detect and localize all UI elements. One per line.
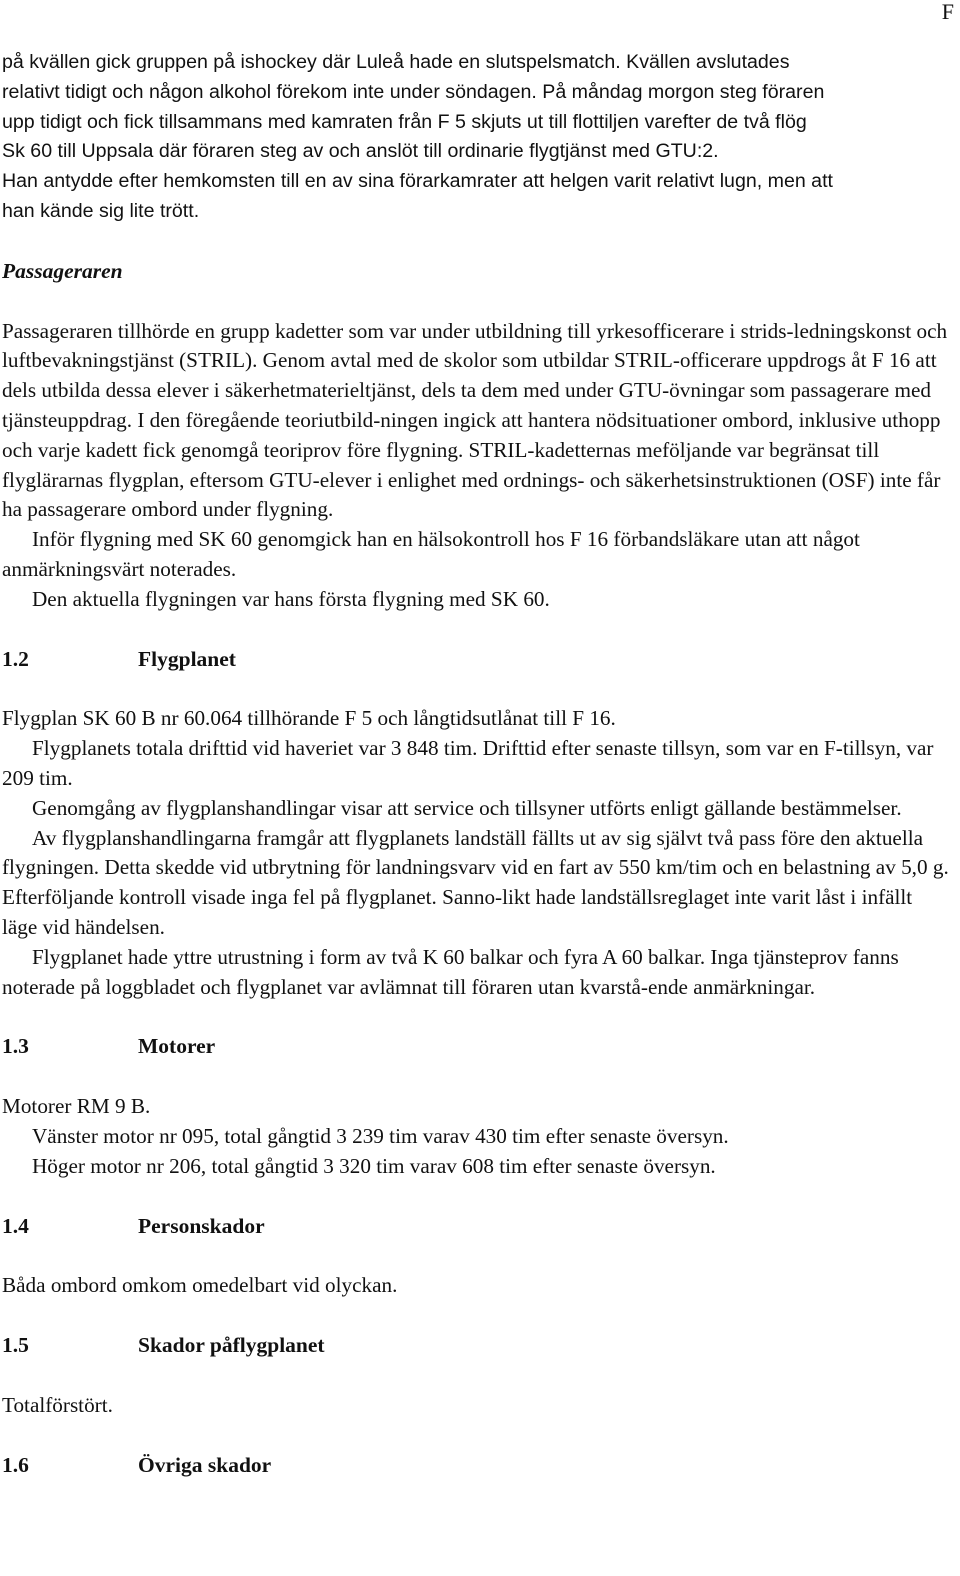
engines-paragraph: Motorer RM 9 B.: [2, 1094, 151, 1119]
section-number: 1.2: [2, 646, 29, 671]
passenger-heading: Passageraren: [2, 258, 123, 283]
aircraft-paragraph: Flygplanets totala drifttid vid haveriet var 3 848 tim. Drifttid efter senaste tillsyn, som var en F-tillsyn, var 209 tim.: [2, 736, 934, 790]
section-title: Flygplanet: [138, 646, 236, 671]
aircraft-paragraph: Flygplan SK 60 B nr 60.064 tillhörande F 5 och långtidsutlånat till F 16.: [2, 706, 616, 731]
intro-line: relativt tidigt och någon alkohol förekom inte under söndagen. På måndag morgon steg föraren: [2, 80, 825, 103]
aircraft-paragraph: Genomgång av flygplanshandlingar visar att service och tillsyner utförts enligt gällande bestämmelser.: [32, 795, 902, 820]
engines-paragraph: Vänster motor nr 095, total gångtid 3 239 tim varav 430 tim efter senaste översyn.: [32, 1123, 729, 1148]
section-title: Motorer: [138, 1034, 216, 1059]
passenger-paragraph-1: Passageraren tillhörde en grupp kadetter som var under utbildning till yrkesofficerare i strids-ledningskonst och luftbevakningstjänst (STRIL). Genom avtal med de skolor som utbildar STRIL-officerare uppdrogs åt F 16 att dels utbilda dessa elever i säkerhetmaterieltjänst, dels ta dem med under GTU-övningar som passagerare med tjänsteuppdrag. I den föregående teoriutbild-ningen ingick att hantera nödsituationer ombord, inklusive uthopp och varje kadett fick genomgå teoriprov före flygning. STRIL-kadetternas meföljande var begränsat till flyglärarnas flygplan, eftersom GTU-elever i enlighet med ordnings- och säkerhetsinstruktionen (OSF) inte får ha passagerare ombord under flygning.: [2, 318, 948, 522]
section-heading-other-damage: [2, 1451, 952, 1481]
intro-paragraph: [2, 48, 952, 227]
section-number: 1.4: [2, 1213, 29, 1238]
section-title: Övriga skador: [138, 1452, 272, 1477]
aircraft-paragraph: Flygplanet hade yttre utrustning i form av två K 60 balkar och fyra A 60 balkar. Inga tjänsteprov fanns noterade på loggbladet och flygplanet var avlämnat till föraren utan kvarstå-ende anmärkningar.: [2, 944, 899, 999]
intro-line: han kände sig lite trött.: [2, 199, 200, 222]
engines-paragraph: Höger motor nr 206, total gångtid 3 320 tim varav 608 tim efter senaste översyn.: [32, 1153, 716, 1178]
passenger-paragraph-3: Den aktuella flygningen var hans första flygning med SK 60.: [32, 586, 550, 611]
intro-line: Sk 60 till Uppsala där föraren steg av och anslöt till ordinarie flygtjänst med GTU:2.: [2, 140, 719, 163]
section-title: Skador påflygplanet: [138, 1333, 325, 1358]
section-title: Personskador: [138, 1213, 265, 1238]
section-number: 1.3: [2, 1034, 29, 1059]
section-heading-engines: [2, 1032, 952, 1062]
section-heading-personal-injuries: [2, 1212, 952, 1242]
section-number: 1.5: [2, 1333, 29, 1358]
section-number: 1.6: [2, 1452, 29, 1477]
section-heading-aircraft-damage: [2, 1331, 952, 1361]
intro-line: Han antydde efter hemkomsten till en av sina förarkamrater att helgen varit relativt lugn, men att: [2, 170, 833, 193]
section-heading-aircraft: [2, 645, 952, 675]
intro-line: på kvällen gick gruppen på ishockey där Luleå hade en slutspelsmatch. Kvällen avslutades: [2, 51, 790, 73]
page-marker: F: [941, 0, 954, 24]
aircraft-paragraph: Av flygplanshandlingarna framgår att flygplanets landställ fällts ut av sig självt två pass före den aktuella flygningen. Detta skedde vid utbrytning för landningsvarv vid en fart av 550 km/tim och en belastning av 5,0 g. Efterföljande kontroll visade inga fel på flygplanet. Sanno-likt hade landställsreglaget inte varit låst i infällt läge vid händelsen.: [2, 825, 949, 939]
passenger-paragraph-2: Inför flygning med SK 60 genomgick han en hälsokontroll hos F 16 förbandsläkare utan att något anmärkningsvärt noterades.: [2, 527, 860, 581]
aircraft-damage-paragraph: Totalförstört.: [2, 1392, 113, 1417]
personal-injuries-paragraph: Båda ombord omkom omedelbart vid olyckan.: [2, 1273, 398, 1298]
document-body: [2, 48, 952, 1480]
intro-line: upp tidigt och fick tillsammans med kamraten från F 5 skjuts ut till flottiljen varefter de två flög: [2, 110, 807, 133]
